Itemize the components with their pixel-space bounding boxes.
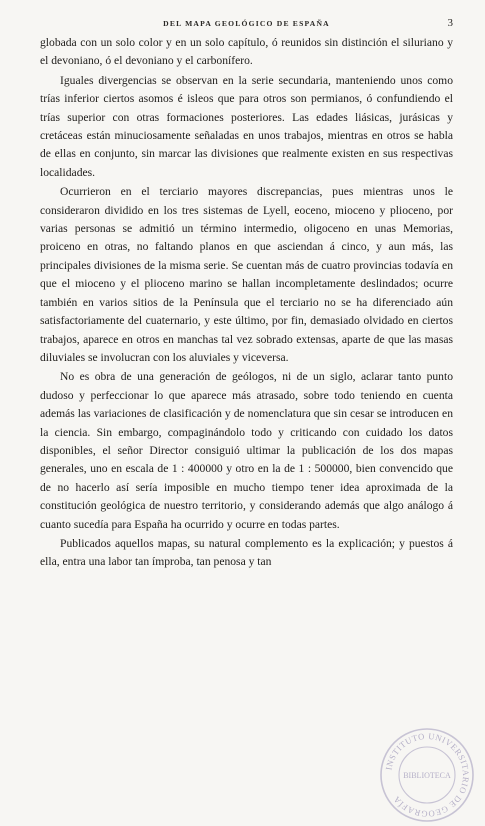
- stamp-outer-text: INSTITUTO UNIVERSITARIO DE GEOGRAFÍA: [383, 730, 472, 820]
- paragraph-4: No es obra de una generación de geólogos, ni de un siglo, aclarar tanto punto dudoso y perfeccionar lo que aparece más atrasado, sobre todo teniendo en cuenta además las variaciones de clasificación y de nomenclatura que sin cesar se introducen en la ciencia. Sin embargo, compaginándolo todo y criticando con cuidado los datos disponibles, el señor Director consiguió ultimar la publicación de los dos mapas generales, uno en escala de 1 : 400000 y otro en la de 1 : 500000, bien convencido que de no hacerlo así sería imposible en mucho tiempo tener idea aproximada de la constitución geológica de nuestro territorio, y considerando además que algo análogo á cuanto sucedía para España ha ocurrido y ocurre en todas partes.: [40, 370, 453, 531]
- running-head: [40, 19, 453, 33]
- paragraph-5: Publicados aquellos mapas, su natural complemento es la explicación; y puestos á ella, entra una labor tan ímproba, tan penosa y tan: [40, 536, 453, 569]
- stamp-inner-text: BIBLIOTECA: [403, 771, 451, 780]
- paragraph-3: Ocurrieron en el terciario mayores discrepancias, pues mientras unos le consideraron dividido en los tres sistemas de Lyell, eoceno, mioceno y plioceno, por varias personas se admitió un término intermedio, oligoceno en unas Memorias, proiceno en otras, no faltando planos en que asciendan á cinco, y aun más, las principales divisiones de la misma serie. Se cuentan más de cuatro provincias todavía en que el mioceno y el plioceno marino se hallan incompletamente deslindados; ocurre también en varios sitios de la Península que el terciario no se ha diferenciado aún satisfactoriamente del cuaternario, y este último, por fin, demasiado olvidado en ciertos trabajos, aparece en otros en manchas tal vez sobrado extensas, aparte de que las masas diluviales se involucran con los aluviales y viceversa.: [40, 185, 453, 364]
- page-number: 3: [447, 17, 453, 29]
- library-stamp: [376, 724, 478, 826]
- body-text: [40, 34, 453, 572]
- running-title: DEL MAPA GEOLÓGICO DE ESPAÑA: [163, 19, 330, 28]
- paragraph-2: Iguales divergencias se observan en la serie secundaria, manteniendo unos como trías inferior ciertos asomos é isleos que para otros son permianos, ó confundiendo el trías superior con otras formaciones posteriores. Las edades liásicas, jurásicas y cretáceas están minuciosamente señaladas en unos trabajos, mientras en otros se habla de ellas en conjunto, sin marcar las divisiones que realmente existen en sus respectivas localidades.: [40, 73, 453, 179]
- paragraph-1-continued: globada con un solo color y en un solo capítulo, ó reunidos sin distinción el siluriano y el devoniano, ó el devoniano y el carbonífero.: [40, 36, 453, 68]
